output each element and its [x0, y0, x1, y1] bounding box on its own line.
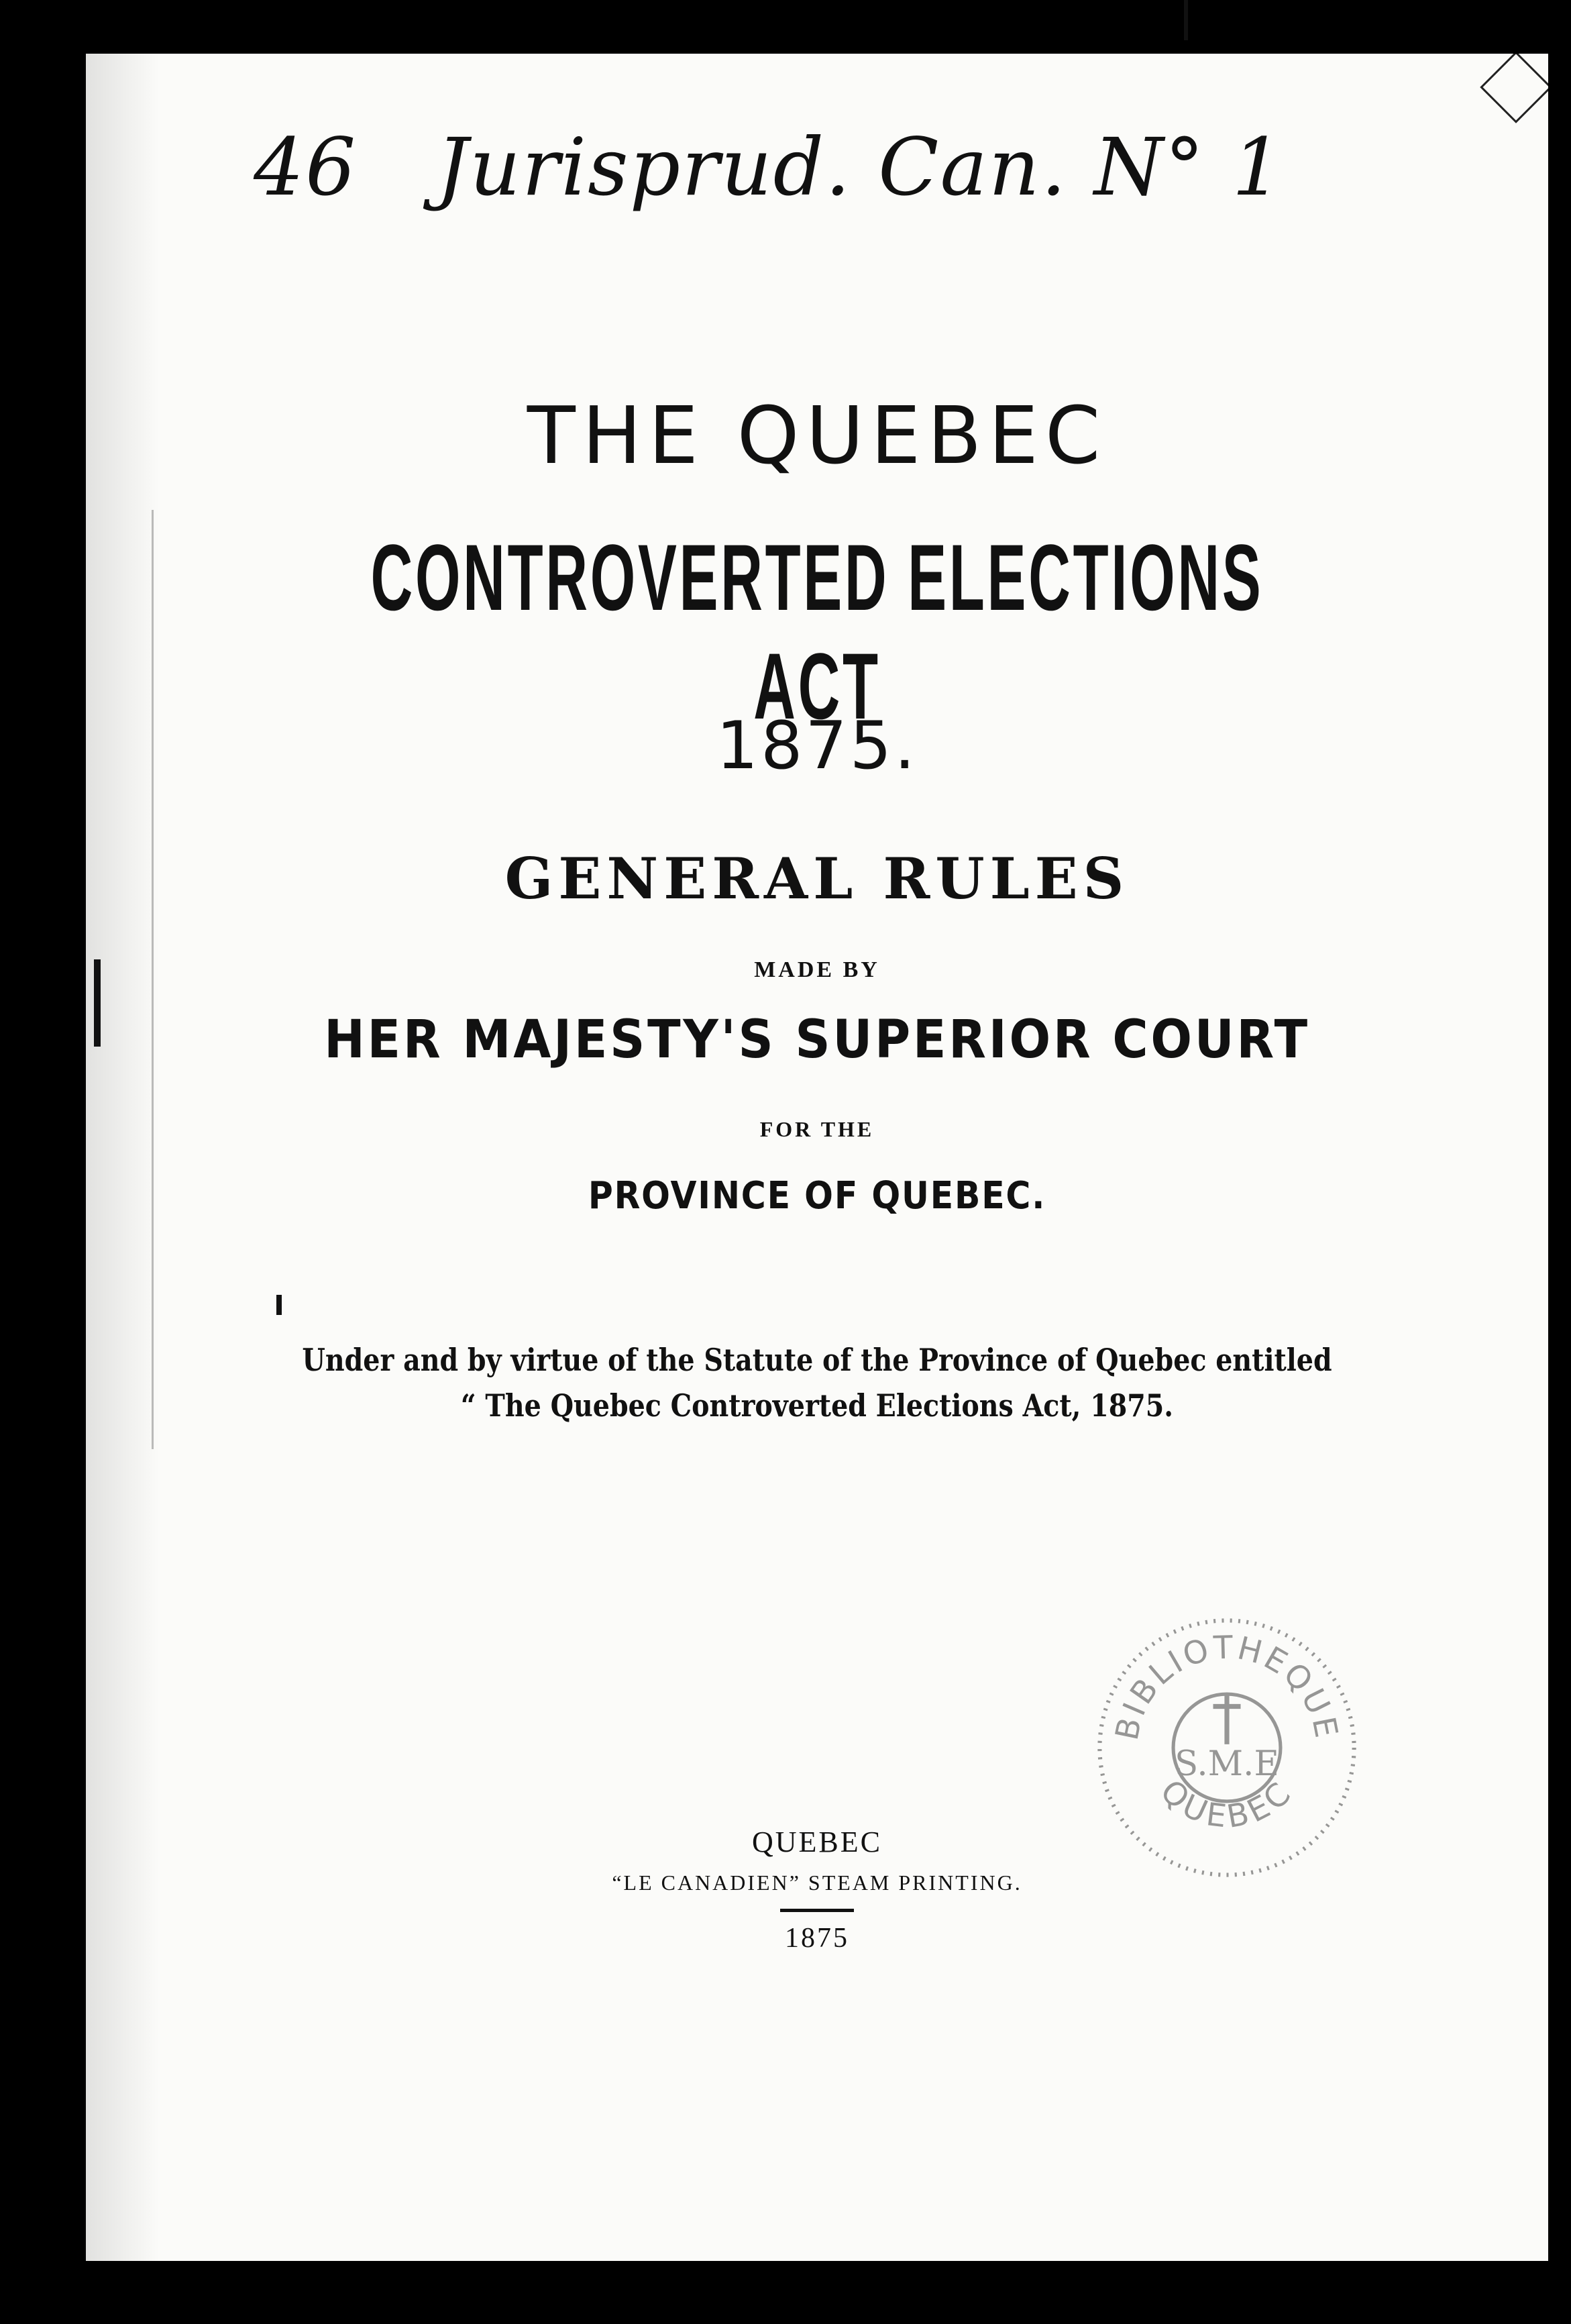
general-rules-heading: GENERAL RULES	[504, 845, 1130, 912]
title-year: 1875.	[716, 708, 918, 784]
stamp-center-text: S.M.E	[1175, 1744, 1279, 1784]
handwritten-shelfmark: 46 Jurisprud. Can. N° 1	[254, 121, 1284, 213]
made-by-label: MADE BY	[754, 957, 880, 982]
folded-corner	[1480, 54, 1548, 123]
title-line-2: CONTROVERTED ELECTIONS ACT	[370, 525, 1264, 739]
statute-line-2: “ The Quebec Controverted Elections Act, 1875.	[460, 1387, 1174, 1424]
margin-mark	[276, 1295, 282, 1315]
court-name: HER MAJESTY'S SUPERIOR COURT	[324, 1010, 1310, 1070]
title-line-1: THE QUEBEC	[527, 389, 1107, 482]
margin-mark	[1184, 0, 1188, 40]
imprint-printer: “LE CANADIEN” STEAM PRINTING.	[612, 1870, 1022, 1895]
for-the-label: FOR THE	[759, 1117, 875, 1141]
imprint-year: 1875	[785, 1923, 849, 1954]
stamp-top-text: BIBLIOTHEQUE	[1108, 1629, 1346, 1744]
province-name: PROVINCE OF QUEBEC.	[588, 1174, 1046, 1218]
imprint-place: QUEBEC	[752, 1826, 882, 1858]
document-page	[86, 54, 1548, 2261]
statute-line-1: Under and by virtue of the Statute of the Province of Quebec entitled	[302, 1342, 1332, 1378]
imprint-rule	[780, 1909, 854, 1912]
margin-mark	[94, 959, 101, 1047]
stamp-bottom-text: QUEBEC	[1152, 1773, 1301, 1836]
